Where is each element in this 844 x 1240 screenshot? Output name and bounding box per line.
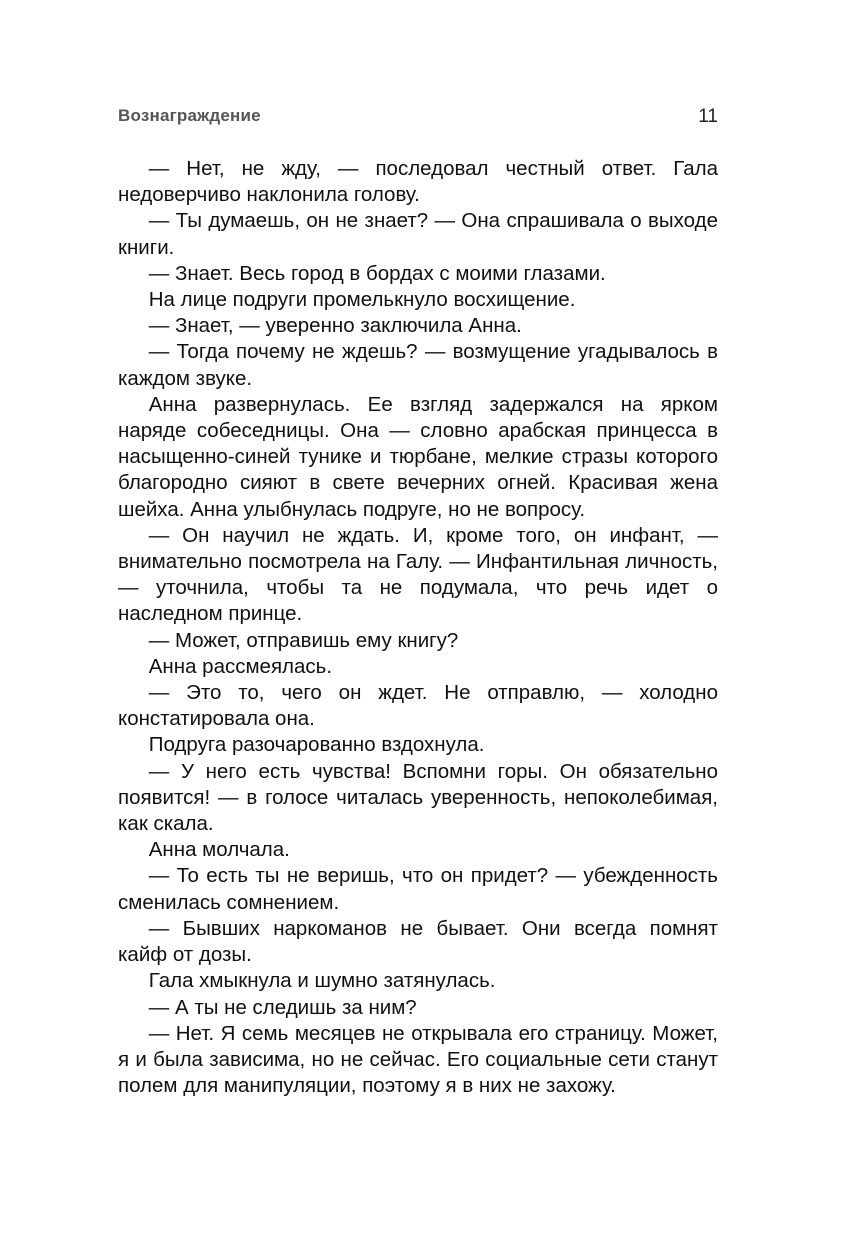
paragraph: Гала хмыкнула и шумно затянулась. <box>148 969 496 993</box>
body-text <box>118 156 718 1099</box>
paragraph: Анна рассмеялась. <box>148 654 333 678</box>
paragraph: — Нет, не жду, — последовал честный ответ. Гала недоверчиво наклонила голову. <box>118 157 718 207</box>
paragraph: Анна молчала. <box>148 838 290 862</box>
paragraph: — Ты думаешь, он не знает? — Она спрашивала о выходе книги. <box>118 209 718 259</box>
paragraph: — Это то, чего он ждет. Не отправлю, — холодно констатировала она. <box>118 681 718 731</box>
running-header <box>118 106 718 132</box>
paragraph: — Он научил не ждать. И, кроме того, он инфант, — внимательно посмотрела на Галу. — Инфантильная личность, — уточнила, чтобы та не подумала, что речь идет о наследном принце. <box>118 523 718 626</box>
paragraph: Подруга разочарованно вздохнула. <box>148 733 485 757</box>
paragraph: — У него есть чувства! Вспомни горы. Он обязательно появится! — в голосе читалась уверенность, непоколебимая, как скала. <box>118 759 718 836</box>
paragraph: — Знает, — уверенно заключила Анна. <box>148 314 522 338</box>
paragraph: Анна развернулась. Ее взгляд задержался на ярком наряде собеседницы. Она — словно арабская принцесса в насыщенно-синей тунике и тюрбане, мелкие стразы которого благородно сияют в свете вечерних огней. Красивая жена шейха. Анна улыбнулась подруге, но не вопросу. <box>118 392 718 521</box>
paragraph: — Может, отправишь ему книгу? <box>148 628 459 652</box>
running-title: Вознаграждение <box>118 106 261 125</box>
paragraph: — Бывших наркоманов не бывает. Они всегда помнят кайф от дозы. <box>118 916 718 967</box>
paragraph: — Нет. Я семь месяцев не открывала его страницу. Может, я и была зависима, но не сейчас. Его социальные сети станут полем для манипуляции, поэтому я в них не захожу. <box>118 1021 718 1098</box>
page-number: 11 <box>698 106 718 127</box>
paragraph: — То есть ты не веришь, что он придет? — убежденность сменилась сомнением. <box>118 864 718 914</box>
paragraph: — А ты не следишь за ним? <box>148 995 417 1019</box>
paragraph: — Тогда почему не ждешь? — возмущение угадывалось в каждом звуке. <box>118 340 718 390</box>
paragraph: — Знает. Весь город в бордах с моими глазами. <box>148 261 606 285</box>
paragraph: На лице подруги промелькнуло восхищение. <box>148 288 576 312</box>
